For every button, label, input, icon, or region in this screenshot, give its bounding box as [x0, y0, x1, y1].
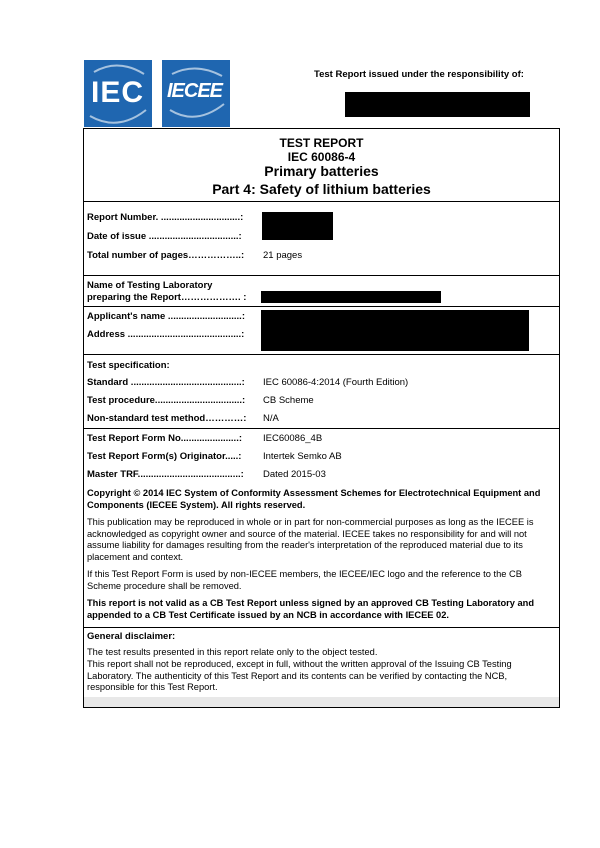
disclaimer-heading: General disclaimer: [87, 631, 176, 642]
disclaimer-text-1: The test results presented in this report relate only to the object tested. [87, 647, 378, 657]
redacted-lab-name [261, 291, 441, 303]
iec-logo [84, 60, 152, 127]
divider-spec [83, 428, 560, 429]
copyright-notice: Copyright © 2014 IEC System of Conformity Assessment Schemes for Electrotechnical Equipment and Components (IECEE System). All rights reserved. [87, 488, 541, 510]
validity-note: This report is not valid as a CB Test Report unless signed by an approved CB Testing Laboratory and appended to a CB Test Certificate issued by an NCB in accordance with IECEE 02. [87, 598, 535, 620]
trf-number-label: Test Report Form No......................: [87, 433, 243, 444]
redacted-report-number [262, 212, 333, 240]
disclaimer-text-2: This report shall not be reproduced, except in full, without the written approval of the Issuing CB Testing Laboratory. The authenticity of this Test Report and its contents can be verified by contacting the NCB, responsible for this Test Report. [87, 659, 512, 692]
test-spec-heading: Test specification: [87, 360, 170, 371]
divider-title [83, 201, 560, 202]
test-procedure-label: Test procedure.................................: [87, 395, 246, 406]
divider-report-info [83, 275, 560, 276]
publication-note: This publication may be reproduced in whole or in part for non-commercial purposes as long as the IECEE is acknowledged as copyright owner and source of the material. IECEE takes no responsibility for and will not assume liability for damages resulting from the reader's interpretation of the reproduced material due to its placement and context. [87, 517, 534, 562]
master-trf-label: Master TRF.......................................: [87, 469, 244, 480]
test-procedure-value: CB Scheme [263, 395, 314, 406]
total-pages-value: 21 pages [263, 250, 303, 261]
iec-logo-text: IEC [91, 76, 145, 109]
report-number-label: Report Number. ..............................: [87, 212, 244, 223]
divider-applicant [83, 354, 560, 355]
non-standard-method-label: Non-standard test method…………: [87, 413, 247, 424]
trf-number-value: IEC60086_4B [263, 433, 323, 444]
title-part4: Part 4: Safety of lithium batteries [212, 181, 431, 197]
title-primary-batteries: Primary batteries [264, 163, 379, 179]
date-of-issue-label: Date of issue ..................................: [87, 231, 242, 242]
master-trf-value: Dated 2015-03 [263, 469, 326, 480]
applicant-name-label: Applicant's name ............................: [87, 311, 245, 322]
divider-notes [83, 627, 560, 628]
iecee-logo [162, 60, 230, 127]
lab-name-label-1: Name of Testing Laboratory [87, 280, 213, 291]
footer-bar [84, 697, 559, 707]
redacted-applicant [261, 310, 529, 351]
title-test-report: TEST REPORT [279, 136, 364, 150]
title-standard: IEC 60086-4 [287, 150, 356, 164]
divider-lab [83, 306, 560, 307]
total-pages-label: Total number of pages……………..: [87, 250, 245, 261]
lab-name-label-2: preparing the Report………………. : [87, 292, 247, 303]
trf-originator-label: Test Report Form(s) Originator.....: [87, 451, 242, 462]
iecee-logo-text: IECEE [167, 80, 223, 102]
trf-originator-value: Intertek Semko AB [263, 451, 342, 462]
non-iecee-note: If this Test Report Form is used by non-IECEE members, the IECEE/IEC logo and the reference to the CB Scheme procedure shall be removed. [87, 569, 522, 591]
standard-label: Standard ..........................................: [87, 377, 245, 388]
responsibility-text: Test Report issued under the responsibility of: [314, 69, 524, 80]
standard-value: IEC 60086-4:2014 (Fourth Edition) [263, 377, 409, 388]
redacted-issuer [345, 92, 530, 117]
non-standard-method-value: N/A [263, 413, 279, 424]
address-label: Address ...........................................: [87, 329, 245, 340]
